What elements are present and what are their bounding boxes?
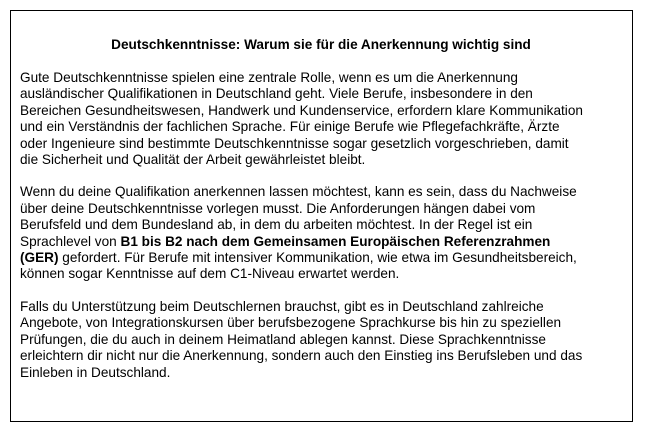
paragraph-3: [20, 299, 622, 381]
paragraph-3-line: Einleben in Deutschland.: [20, 364, 171, 380]
language-level-highlight: B1 bis B2 nach dem Gemeinsamen Europäischen Referenzrahmen: [120, 233, 551, 249]
paragraph-1-line: Gute Deutschkenntnisse spielen eine zentrale Rolle, wenn es um die Anerkennung: [20, 70, 518, 85]
paragraph-2-line: Wenn du deine Qualifikation anerkennen lassen möchtest, kann es sein, dass du Nachweise: [20, 184, 577, 200]
paragraph-1-line: oder Ingenieure sind bestimmte Deutschkenntnisse sogar gesetzlich vorgeschrieben, damit: [20, 135, 569, 151]
document-title: Deutschkenntnisse: Warum sie für die Anerkennung wichtig sind: [111, 37, 531, 52]
paragraph-1-line: ausländischer Qualifikationen in Deutschland geht. Viele Berufe, insbesondere in den: [20, 86, 533, 102]
paragraph-3-line: Prüfungen, die du auch in deinem Heimatland ablegen kannst. Diese Sprachkenntnisse: [20, 331, 546, 347]
paragraph-1: [20, 70, 622, 168]
paragraph-2: [20, 184, 622, 282]
paragraph-1-line: Bereichen Gesundheitswesen, Handwerk und Kundenservice, erfordern klare Kommunikation: [20, 102, 583, 118]
paragraph-2-line: [20, 250, 622, 266]
paragraph-1-line: die Sicherheit und Qualität der Arbeit gewährleistet bleibt.: [20, 152, 366, 168]
paragraph-2-line: können sogar Kenntnisse auf dem C1-Niveau erwartet werden.: [20, 266, 400, 282]
paragraph-1-line: und ein Verständnis der fachlichen Sprache. Für einige Berufe wie Pflegefachkräfte, Ärzte: [20, 119, 560, 135]
paragraph-3-line: Angebote, von Integrationskursen über berufsbezogene Sprachkurse bis hin zu speziellen: [20, 315, 562, 331]
language-level-prefix: Sprachlevel von: [20, 233, 121, 249]
paragraph-3-line: erleichtern dir nicht nur die Anerkennung, sondern auch den Einstieg ins Berufsleben und das: [20, 348, 583, 364]
paragraph-2-line: Berufsfeld und dem Bundesland ab, in dem du arbeiten möchtest. In der Regel ist ein: [20, 217, 533, 233]
paragraph-2-line: [20, 234, 622, 250]
paragraph-3-line: Falls du Unterstützung beim Deutschlernen brauchst, gibt es in Deutschland zahlreiche: [20, 298, 544, 314]
document-frame: [10, 10, 633, 422]
language-level-suffix: gefordert. Für Berufe mit intensiver Kommunikation, wie etwa im Gesundheitsbereich,: [58, 250, 577, 266]
paragraph-2-line: über deine Deutschkenntnisse vorlegen musst. Die Anforderungen hängen dabei vom: [20, 200, 536, 216]
ger-highlight: (GER): [20, 250, 59, 266]
